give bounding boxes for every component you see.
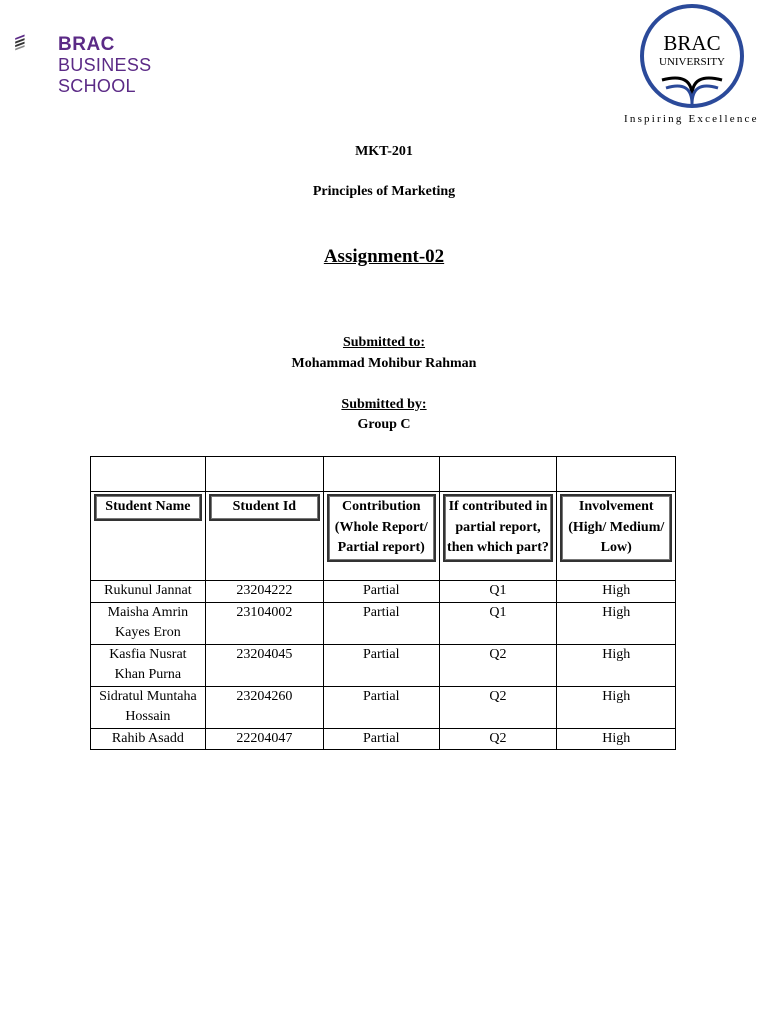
cell-involvement: High [557,686,676,728]
header-involvement: Involvement (High/ Medium/ Low) [557,492,676,581]
cell-student-name: Rukunul Jannat [91,581,206,603]
university-tagline: Inspiring Excellence [624,113,759,125]
logo-text-business: BUSINESS [58,55,152,75]
cell-student-id: 23204045 [205,644,323,686]
table-row [91,581,676,603]
submitted-to-label: Submitted to: [342,335,426,350]
blank-cell [323,457,439,492]
logo-text-brac: BRAC [58,34,115,55]
seal-text-brac: BRAC [663,31,721,55]
cell-student-id: 23204222 [205,581,323,603]
submitted-to-name: Mohammad Mohibur Rahman [291,356,477,371]
cell-student-name: Kasfia Nusrat Khan Purna [91,644,206,686]
header-partial-part: If contributed in partial report, then which part? [439,492,557,581]
cell-involvement: High [557,602,676,644]
cell-student-id: 23204260 [205,686,323,728]
cell-contribution: Partial [323,581,439,603]
cell-student-name: Maisha Amrin Kayes Eron [91,602,206,644]
table-row [91,602,676,644]
cell-student-id: 23104002 [205,602,323,644]
cell-part: Q2 [439,644,557,686]
table-row [91,686,676,728]
cell-contribution: Partial [323,728,439,750]
header-student-name: Student Name [91,492,206,581]
seal-text-university: UNIVERSITY [659,56,725,68]
cell-involvement: High [557,581,676,603]
cell-part: Q2 [439,686,557,728]
table-row [91,728,676,750]
course-code: MKT-201 [355,144,413,159]
stripes-mark-icon [14,18,58,74]
cell-involvement: High [557,728,676,750]
blank-cell [205,457,323,492]
course-name: Principles of Marketing [312,184,456,199]
cell-involvement: High [557,644,676,686]
cell-contribution: Partial [323,644,439,686]
submitted-by-label: Submitted by: [341,397,427,412]
contribution-table [90,456,676,750]
cell-student-name: Sidratul Muntaha Hossain [91,686,206,728]
cell-part: Q2 [439,728,557,750]
assignment-title: Assignment-02 [323,246,445,267]
table-blank-row [91,457,676,492]
cell-student-name: Rahib Asadd [91,728,206,750]
submitted-by-group: Group C [357,417,411,432]
blank-cell [439,457,557,492]
cell-part: Q1 [439,602,557,644]
university-seal-icon [636,4,768,128]
cell-contribution: Partial [323,602,439,644]
blank-cell [557,457,676,492]
logo-text-school: SCHOOL [58,76,136,96]
cell-part: Q1 [439,581,557,603]
blank-cell [91,457,206,492]
cell-student-id: 22204047 [205,728,323,750]
header-student-id: Student Id [205,492,323,581]
table-row [91,644,676,686]
cell-contribution: Partial [323,686,439,728]
header-contribution: Contribution (Whole Report/ Partial report) [323,492,439,581]
table-header-row [91,492,676,581]
